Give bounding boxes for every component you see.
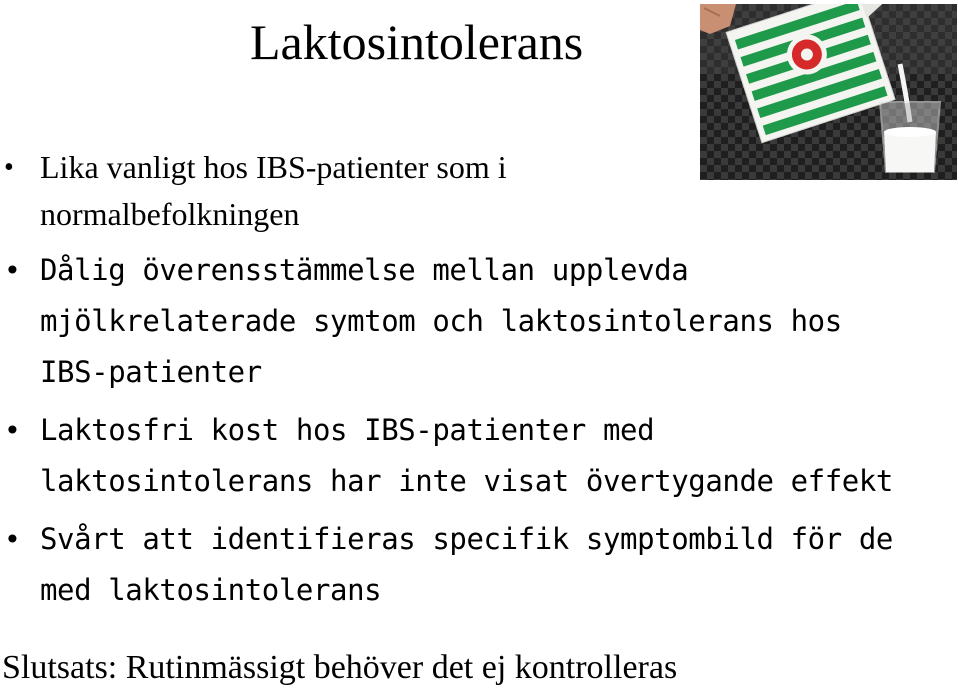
- slide-title: Laktosintolerans: [250, 14, 584, 70]
- bullet-item: [0, 514, 940, 616]
- bullet-text: Laktosfri kost hos IBS-patienter med laktosintolerans har inte visat övertygande effekt: [40, 413, 893, 498]
- conclusion-text: Slutsats: Rutinmässigt behöver det ej kontrolleras: [2, 649, 678, 686]
- bullet-list: [0, 144, 959, 623]
- bullet-text: Dålig överensstämmelse mellan upplevda mjölkrelaterade symtom och laktosintolerans hos IBS-patienter: [40, 253, 842, 389]
- bullet-text: Lika vanligt hos IBS-patienter som i normalbefolkningen: [40, 149, 507, 232]
- bullet-item: [0, 144, 680, 238]
- bullet-icon: •: [4, 254, 21, 287]
- bullet-item: [0, 245, 900, 398]
- bullet-icon: •: [4, 414, 21, 447]
- bullet-icon: •: [4, 152, 14, 183]
- bullet-item: [0, 405, 940, 507]
- bullet-icon: •: [4, 523, 21, 556]
- bullet-text: Svårt att identifieras specifik symptombild för de med laktosintolerans: [40, 522, 893, 607]
